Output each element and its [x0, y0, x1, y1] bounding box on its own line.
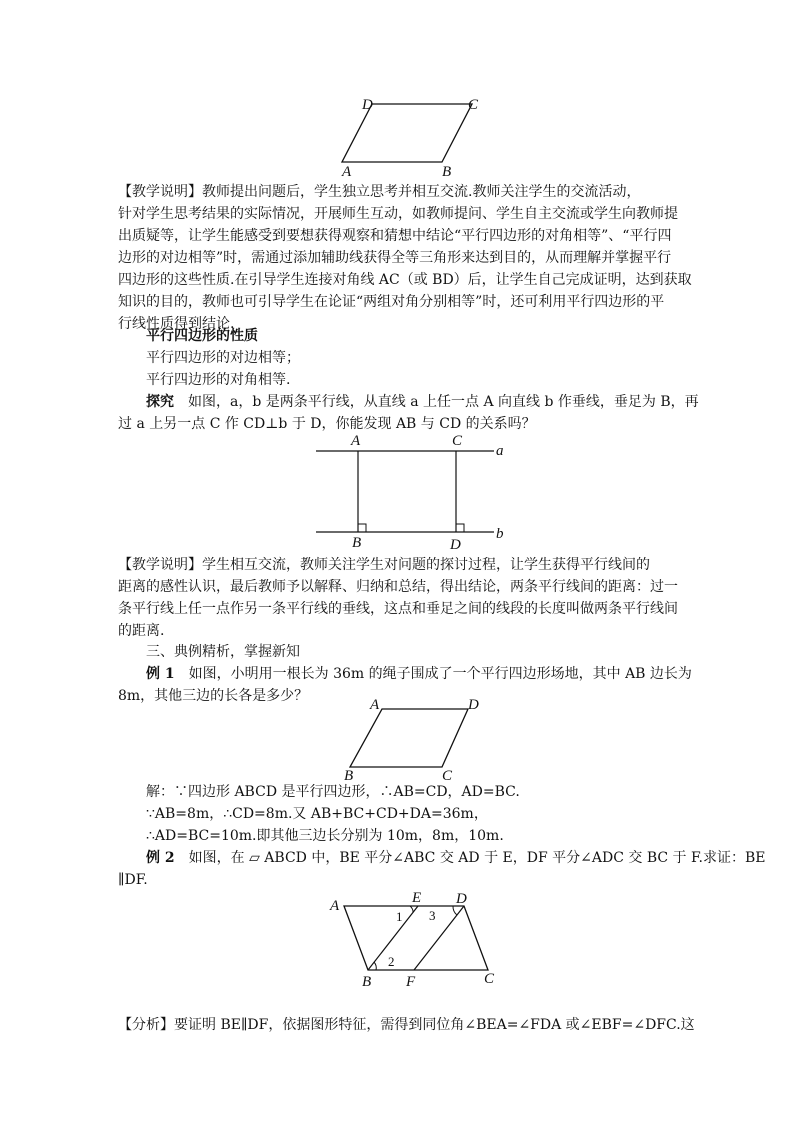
point-label-d: D [450, 537, 461, 553]
vertex-label-a: A [330, 898, 340, 914]
example-1-line-1: 例 1 如图，小明用一根长为 36m 的绳子围成了一个平行四边形场地，其中 AB 边长为 [146, 666, 692, 682]
section-heading-examples: 三、典例精析，掌握新知 [146, 644, 300, 660]
vertex-label-a: A [370, 697, 380, 713]
explore-line-1: 探究 如图，a，b 是两条平行线，从直线 a 上任一点 A 向直线 b 作垂线，垂足为 B，再 [146, 394, 699, 410]
point-label-a: A [351, 433, 361, 449]
angle-label-3: 3 [429, 908, 436, 923]
point-label-e: E [412, 890, 422, 906]
explore-line-2: 过 a 上另一点 C 作 CD⊥b 于 D，你能发现 AB 与 CD 的关系吗？ [118, 416, 536, 432]
vertex-label-b: B [442, 164, 452, 180]
angle-label-2: 2 [388, 954, 395, 969]
vertex-label-a: A [342, 164, 352, 180]
figure-parallelogram-bisectors [322, 886, 512, 991]
vertex-label-c: C [468, 97, 479, 113]
vertex-label-c: C [484, 971, 495, 987]
point-label-f: F [406, 974, 416, 990]
property-opposite-angles: 平行四边形的对角相等. [146, 372, 291, 388]
example-2-line-2: ∥DF. [118, 872, 148, 888]
figure-parallelogram-1 [330, 90, 490, 180]
point-label-b: B [352, 535, 362, 551]
vertex-label-d: D [468, 697, 479, 713]
line-label-b: b [496, 526, 504, 542]
vertex-label-b: B [344, 768, 354, 784]
section-heading-properties: 平行四边形的性质 [146, 328, 258, 344]
property-opposite-sides: 平行四边形的对边相等； [146, 350, 300, 366]
analysis-text: 【分析】要证明 BE∥DF，依据图形特征，需得到同位角∠BEA=∠FDA 或∠EBF=∠DFC.这 [118, 1017, 695, 1033]
vertex-label-c: C [442, 768, 453, 784]
vertex-label-b: B [362, 974, 372, 990]
figure-parallel-lines [312, 430, 512, 553]
point-label-c: C [452, 433, 463, 449]
angle-label-1: 1 [396, 909, 403, 924]
vertex-label-d: D [362, 97, 373, 113]
vertex-label-d: D [456, 891, 467, 907]
example-1-line-2: 8m，其他三边的长各是多少？ [118, 688, 309, 704]
example-2-line-1: 例 2 如图，在 ▱ ABCD 中，BE 平分∠ABC 交 AD 于 E，DF 平分∠ADC 交 BC 于 F.求证：BE [146, 850, 766, 866]
figure-parallelogram-2 [338, 694, 498, 789]
line-label-a: a [496, 443, 504, 459]
